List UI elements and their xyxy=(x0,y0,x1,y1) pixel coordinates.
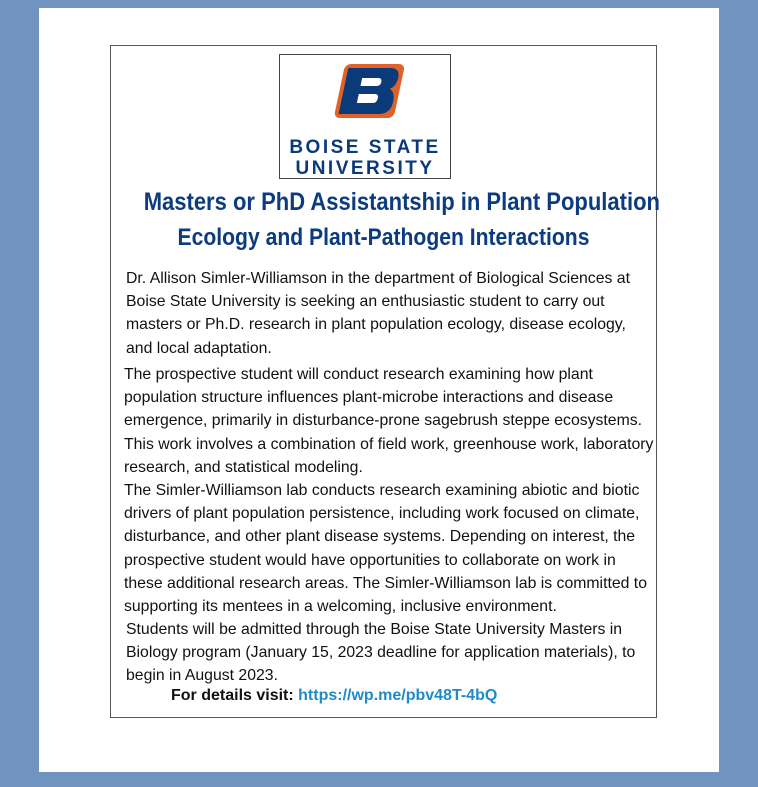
details-link[interactable]: https://wp.me/pbv48T-4bQ xyxy=(298,687,498,704)
admission-paragraph: Students will be admitted through the Boise State University Masters in Biology program (January 15, 2023 deadline for application materials), to begin in August 2023. xyxy=(126,621,636,685)
boise-state-b-logo-icon xyxy=(330,60,404,122)
logo-text-line2: UNIVERSITY xyxy=(295,158,435,179)
details-line xyxy=(171,687,497,705)
page-title-line1: Masters or PhD Assistantship in Plant Population xyxy=(143,188,660,216)
document-page xyxy=(39,8,719,772)
flyer xyxy=(110,45,660,718)
intro-paragraph: Dr. Allison Simler-Williamson in the department of Biological Sciences at Boise State University is seeking an enthusiastic student to carry out masters or Ph.D. research in plant population ecology, disease ecology, and local adaptation. xyxy=(126,270,630,357)
lab-paragraph: The Simler-Williamson lab conducts research examining abiotic and biotic drivers of plant population persistence, including work focused on climate, disturbance, and other plant disease systems. Depending on interest, the prospective student would have opportunities to collaborate on work in these additional research areas. The Simler-Williamson lab is committed to supporting its mentees in a welcoming, inclusive environment. xyxy=(124,482,647,616)
page-title-line2: Ecology and Plant-Pathogen Interactions xyxy=(177,224,590,251)
university-logo xyxy=(279,54,451,179)
details-label: For details visit: xyxy=(171,687,294,704)
logo-text-line1: BOISE STATE xyxy=(289,137,441,158)
research-paragraph: The prospective student will conduct research examining how plant population structure influences plant-microbe interactions and disease emergence, primarily in disturbance-prone sagebrush steppe ecosystems. This work involves a combination of field work, greenhouse work, laboratory research, and statistical modeling. xyxy=(124,366,654,476)
